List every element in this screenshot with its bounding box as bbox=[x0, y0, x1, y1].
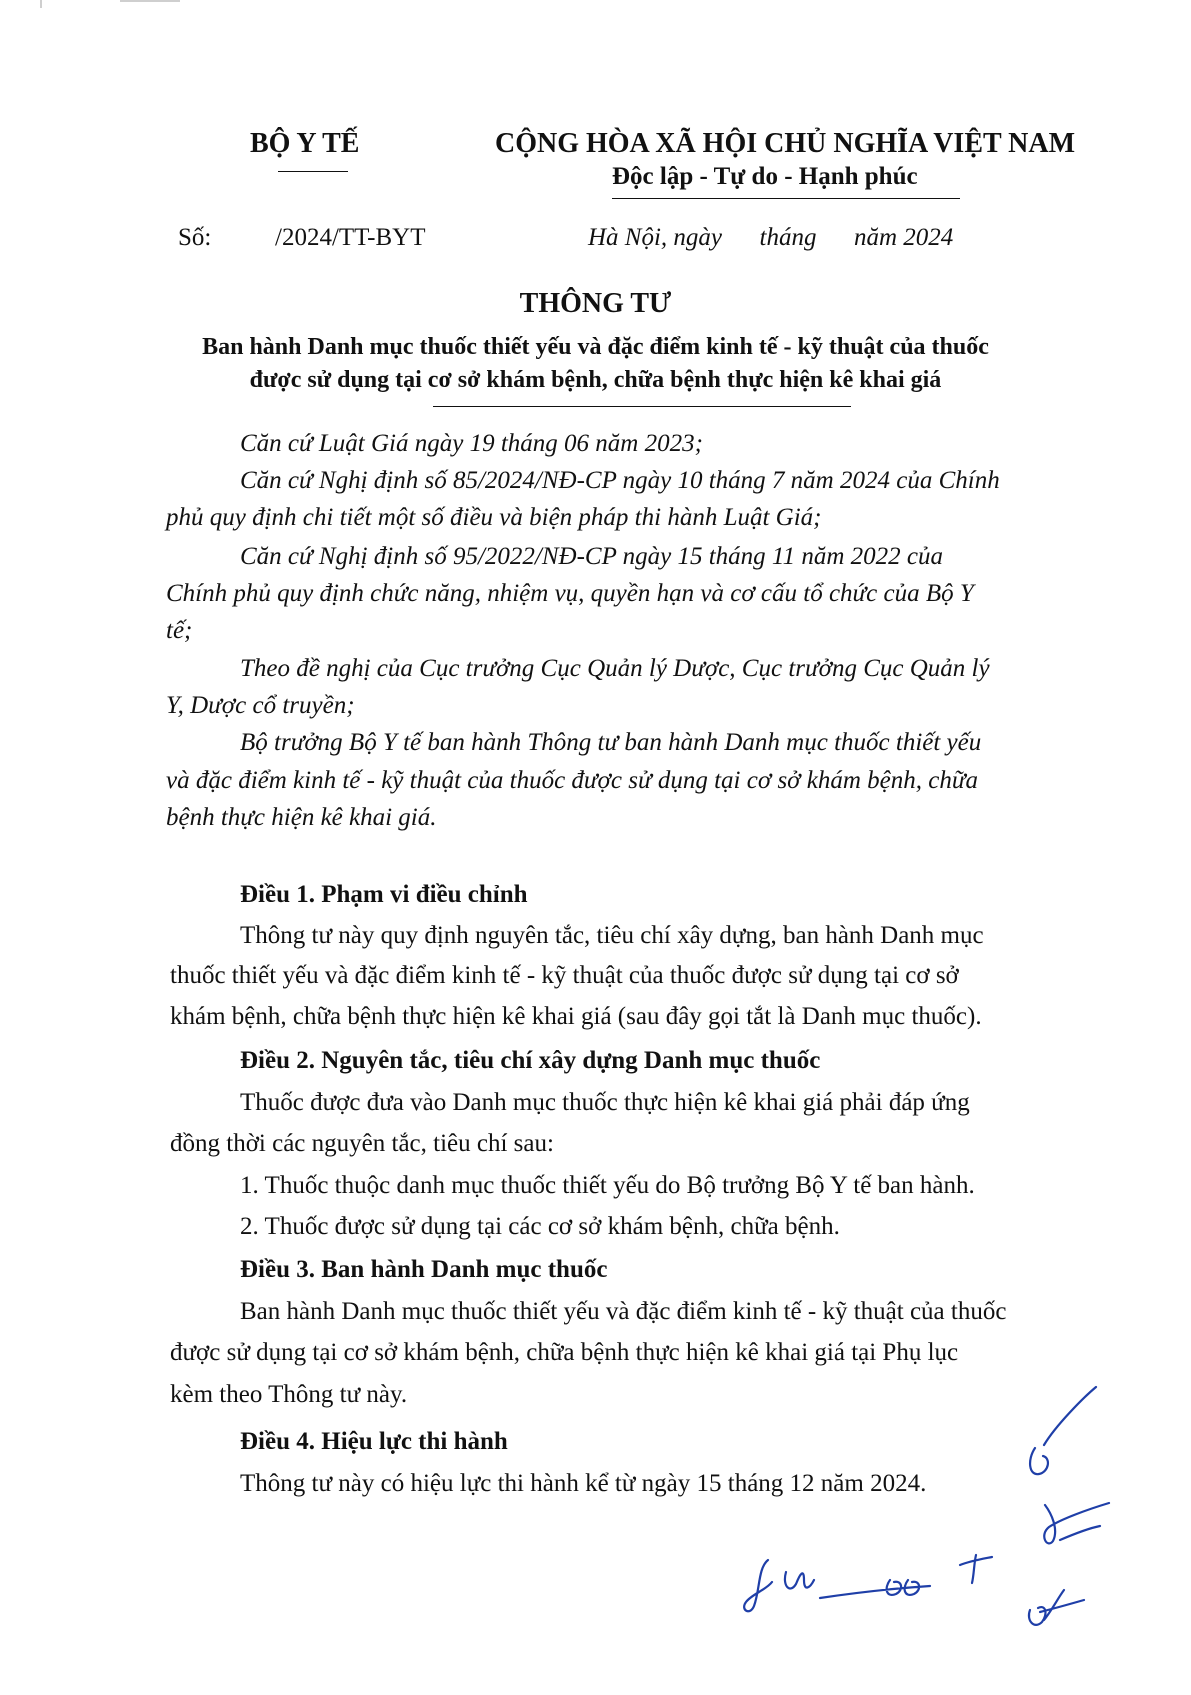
article-line: được sử dụng tại cơ sở khám bệnh, chữa bệnh thực hiện kê khai giá tại Phụ lục bbox=[170, 1339, 959, 1366]
signature-stroke bbox=[820, 1580, 930, 1598]
article-line: đồng thời các nguyên tắc, tiêu chí sau: bbox=[170, 1130, 554, 1157]
doc-number-label: Số: bbox=[178, 224, 212, 251]
article-line: Ban hành Danh mục thuốc thiết yếu và đặc điểm kinh tế - kỹ thuật của thuốc bbox=[240, 1298, 1007, 1325]
motto: Độc lập - Tự do - Hạnh phúc bbox=[612, 163, 918, 190]
doc-title-line: Ban hành Danh mục thuốc thiết yếu và đặc điểm kinh tế - kỹ thuật của thuốc bbox=[202, 334, 989, 360]
place-date: Hà Nội, ngày tháng năm 2024 bbox=[588, 224, 954, 251]
article-line: Thông tư này có hiệu lực thi hành kể từ ngày 15 tháng 12 năm 2024. bbox=[240, 1470, 927, 1497]
preamble-line: Căn cứ Luật Giá ngày 19 tháng 06 năm 2023; bbox=[240, 430, 703, 457]
preamble-line: tế; bbox=[166, 617, 193, 644]
article-line: 1. Thuốc thuộc danh mục thuốc thiết yếu do Bộ trưởng Bộ Y tế ban hành. bbox=[240, 1172, 975, 1199]
doc-number: /2024/TT-BYT bbox=[275, 224, 426, 251]
country-name: CỘNG HÒA XÃ HỘI CHỦ NGHĨA VIỆT NAM bbox=[495, 128, 1076, 159]
preamble-line: Căn cứ Nghị định số 85/2024/NĐ-CP ngày 10 tháng 7 năm 2024 của Chính bbox=[240, 467, 1000, 494]
doc-title-line: được sử dụng tại cơ sở khám bệnh, chữa bệnh thực hiện kê khai giá bbox=[249, 367, 942, 393]
preamble-line: Bộ trưởng Bộ Y tế ban hành Thông tư ban hành Danh mục thuốc thiết yếu bbox=[240, 729, 982, 756]
preamble-line: phủ quy định chi tiết một số điều và biện pháp thi hành Luật Giá; bbox=[166, 504, 822, 531]
article-line: 2. Thuốc được sử dụng tại các cơ sở khám bệnh, chữa bệnh. bbox=[240, 1213, 840, 1240]
preamble-line: bệnh thực hiện kê khai giá. bbox=[166, 804, 437, 831]
signature-stroke bbox=[1029, 1590, 1084, 1625]
article-heading: Điều 3. Ban hành Danh mục thuốc bbox=[240, 1256, 608, 1283]
preamble-line: Căn cứ Nghị định số 95/2022/NĐ-CP ngày 15 tháng 11 năm 2022 của bbox=[240, 543, 943, 570]
initial-mark bbox=[1030, 1387, 1096, 1474]
signature-stroke bbox=[960, 1555, 992, 1583]
preamble-line: Theo đề nghị của Cục trưởng Cục Quản lý Dược, Cục trưởng Cục Quản lý bbox=[240, 655, 990, 682]
article-line: thuốc thiết yếu và đặc điểm kinh tế - kỹ thuật của thuốc được sử dụng tại cơ sở bbox=[170, 962, 959, 989]
article-line: kèm theo Thông tư này. bbox=[170, 1381, 408, 1408]
article-heading: Điều 2. Nguyên tắc, tiêu chí xây dựng Danh mục thuốc bbox=[240, 1047, 821, 1074]
initial-mark bbox=[1044, 1503, 1109, 1543]
doc-type: THÔNG TƯ bbox=[519, 288, 672, 319]
article-heading: Điều 4. Hiệu lực thi hành bbox=[240, 1428, 508, 1455]
preamble-line: Y, Dược cổ truyền; bbox=[166, 692, 355, 719]
ministry-name: BỘ Y TẾ bbox=[250, 128, 360, 159]
article-line: khám bệnh, chữa bệnh thực hiện kê khai giá (sau đây gọi tắt là Danh mục thuốc). bbox=[170, 1003, 982, 1030]
signature-stroke bbox=[744, 1560, 814, 1611]
preamble-line: Chính phủ quy định chức năng, nhiệm vụ, quyền hạn và cơ cấu tổ chức của Bộ Y bbox=[166, 580, 974, 607]
article-line: Thông tư này quy định nguyên tắc, tiêu chí xây dựng, ban hành Danh mục bbox=[240, 922, 984, 949]
preamble-line: và đặc điểm kinh tế - kỹ thuật của thuốc được sử dụng tại cơ sở khám bệnh, chữa bbox=[166, 767, 978, 794]
article-heading: Điều 1. Phạm vi điều chỉnh bbox=[240, 881, 528, 908]
article-line: Thuốc được đưa vào Danh mục thuốc thực hiện kê khai giá phải đáp ứng bbox=[240, 1089, 970, 1116]
